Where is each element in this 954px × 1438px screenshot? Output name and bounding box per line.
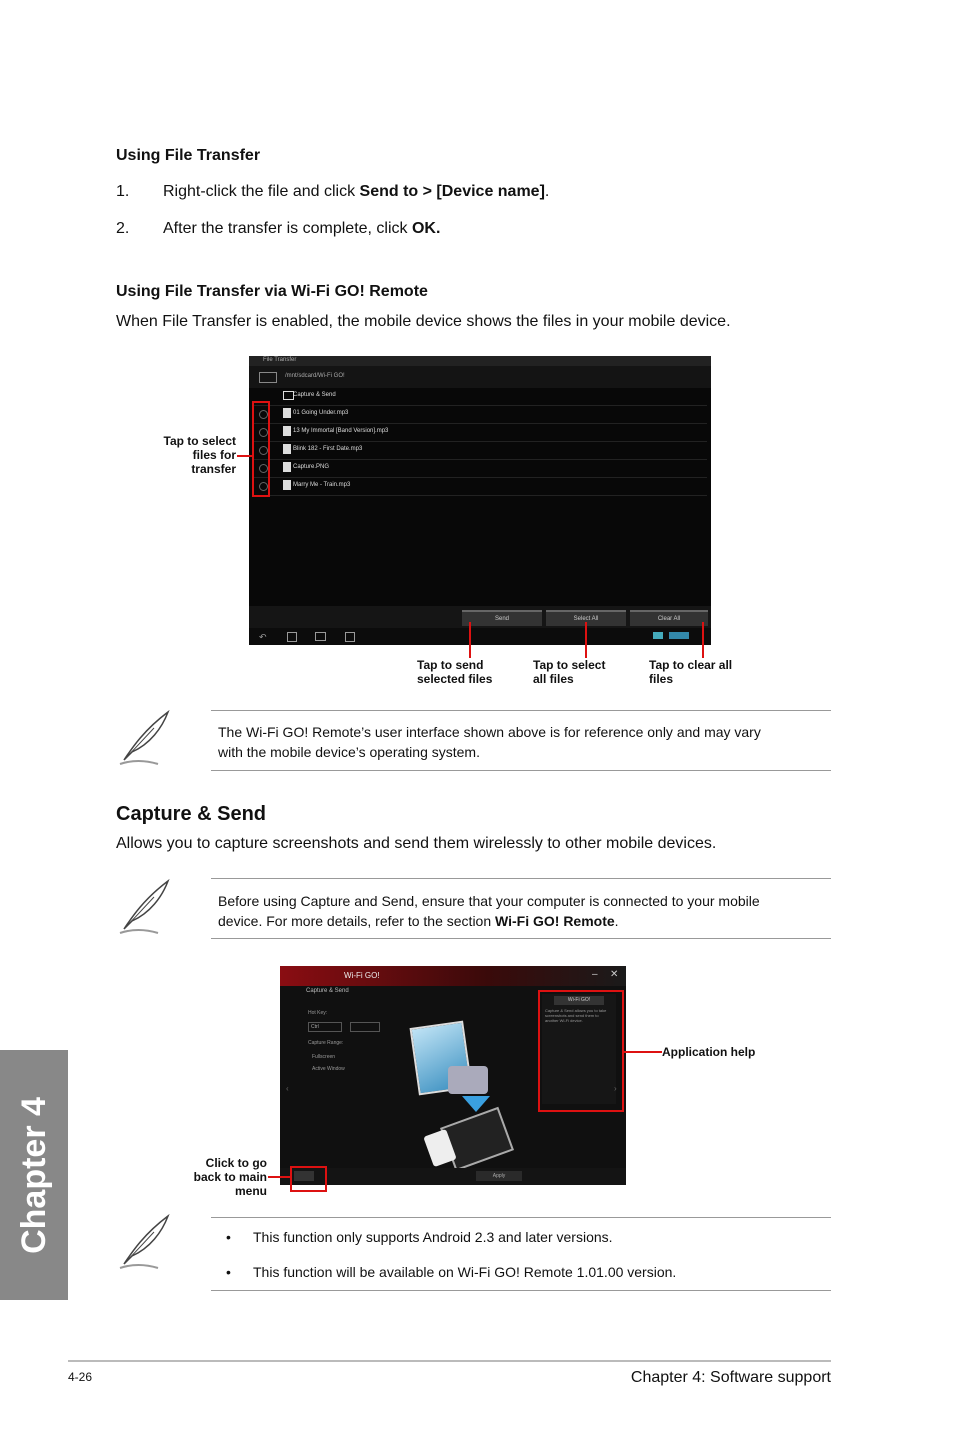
bullet-text: This function will be available on Wi-Fi GO! Remote 1.01.00 version. <box>253 1264 677 1280</box>
bullet-item: • <box>226 1229 231 1245</box>
footer-chapter-title: Chapter 4: Software support <box>630 1369 831 1386</box>
capture-range-label: Capture Range: <box>308 1040 344 1046</box>
step-1 <box>116 183 550 201</box>
scroll-left-icon[interactable]: ‹ <box>286 1084 289 1093</box>
file-name: 13 My Immortal [Band Version].mp3 <box>293 428 389 434</box>
bullet-text: This function only supports Android 2.3 and later versions. <box>253 1229 613 1245</box>
footer-rule <box>68 1360 831 1362</box>
clear-all-button[interactable]: Clear All <box>630 610 708 626</box>
file-icon <box>283 444 291 454</box>
callout-leader-line <box>237 455 252 457</box>
scroll-right-icon[interactable]: › <box>614 1084 617 1093</box>
mobile-file-transfer-screenshot <box>249 356 711 645</box>
callout-clear-all: Tap to clear all files <box>649 658 733 686</box>
wifi-status-icon <box>653 632 663 639</box>
option-fullscreen[interactable]: Fullscreen <box>312 1054 336 1060</box>
note-feather-icon <box>114 877 174 937</box>
section-heading-capture-send: Capture & Send <box>116 803 267 825</box>
file-icon <box>283 462 291 472</box>
apply-button[interactable]: Apply <box>476 1171 522 1181</box>
step-2 <box>116 220 441 238</box>
section-heading-file-transfer: Using File Transfer <box>116 147 261 164</box>
callout-leader-line <box>585 622 587 658</box>
android-nav-bar <box>249 628 711 645</box>
folder-up-icon[interactable] <box>259 372 277 383</box>
note-text: The Wi-Fi GO! Remote’s user interface shown above is for reference only and may vary with the mobile device’s operating system. <box>218 724 761 760</box>
section-heading-wifi-go-remote: Using File Transfer via Wi-Fi GO! Remote <box>116 283 428 300</box>
step-number: 2. <box>116 220 130 237</box>
section-body: When File Transfer is enabled, the mobile device shows the files in your mobile device. <box>116 313 731 330</box>
file-icon <box>283 426 291 436</box>
file-icon <box>283 480 291 490</box>
section-body: Allows you to capture screenshots and send them wirelessly to other mobile devices. <box>116 835 717 852</box>
callout-leader-line <box>268 1176 290 1178</box>
current-path: /mnt/sdcard/Wi-Fi GO! <box>285 373 345 379</box>
note-rule-top <box>211 1217 831 1218</box>
tablet-illustration <box>440 1107 514 1171</box>
app-title: Wi-Fi GO! <box>344 971 380 980</box>
panel-title: Capture & Send <box>306 988 349 994</box>
home-icon[interactable] <box>287 632 297 642</box>
file-row[interactable] <box>253 406 707 424</box>
callout-leader-line <box>469 622 471 658</box>
home-highlight-box <box>290 1166 327 1192</box>
callout-send: Tap to send selected files <box>417 658 493 686</box>
minimize-icon[interactable]: – <box>592 969 598 980</box>
callout-leader-line <box>622 1051 662 1053</box>
file-row[interactable] <box>253 424 707 442</box>
battery-icon <box>669 632 689 639</box>
page-number: 4-26 <box>68 1370 93 1384</box>
send-button[interactable]: Send <box>462 610 542 626</box>
step-text: After the transfer is complete, click <box>163 220 412 237</box>
callout-leader-line <box>702 622 704 658</box>
title-bar <box>249 356 711 366</box>
step-number: 1. <box>116 183 130 200</box>
step-text: Right-click the file and click <box>163 183 360 200</box>
file-name: 01 Going Under.mp3 <box>293 410 349 416</box>
file-row[interactable] <box>253 460 707 478</box>
hotkey-label: Hot Key: <box>308 1010 328 1016</box>
file-row[interactable] <box>253 442 707 460</box>
bullet-item: • <box>226 1264 231 1280</box>
note-rule-top <box>211 878 831 879</box>
screen-title: File Transfer <box>263 357 297 363</box>
note-feather-icon <box>114 1212 174 1272</box>
recent-apps-icon[interactable] <box>315 632 326 641</box>
checkbox-highlight-box <box>252 401 270 497</box>
path-bar <box>249 366 711 388</box>
hotkey-select[interactable]: Ctrl <box>308 1022 342 1032</box>
step-bold: Send to > [Device name] <box>359 183 545 200</box>
back-icon[interactable]: ↶ <box>259 632 267 642</box>
file-name: Marry Me - Train.mp3 <box>293 482 351 488</box>
help-text: Capture & Send allows you to take screenshots and send them to another Wi-Fi device. <box>545 1008 607 1023</box>
folder-row[interactable] <box>253 388 707 406</box>
select-all-button[interactable]: Select All <box>546 610 626 626</box>
note-feather-icon <box>114 708 174 768</box>
menu-icon[interactable] <box>345 632 355 642</box>
note-rule-top <box>211 710 831 711</box>
note-rule-bottom <box>211 770 831 771</box>
app-bottom-bar <box>280 1168 626 1185</box>
callout-select-files: Tap to select files for transfer <box>163 434 236 476</box>
note-text: Before using Capture and Send, ensure that your computer is connected to your mobile device. For more details, refer to the section Wi-Fi GO! Remote. <box>218 893 760 929</box>
callout-select-all: Tap to select all files <box>533 658 606 686</box>
step-bold: OK. <box>411 220 441 237</box>
chapter-side-label: Chapter 4 <box>14 1096 53 1254</box>
help-highlight-box <box>538 990 624 1112</box>
help-button[interactable]: Wi-Fi GO! <box>554 996 604 1005</box>
step-text-end: . <box>544 183 550 200</box>
file-icon <box>283 408 291 418</box>
callout-main-menu: Click to go back to main menu <box>193 1156 267 1198</box>
folder-name: Capture & Send <box>293 392 336 398</box>
callout-app-help: Application help <box>662 1045 756 1059</box>
app-title-bar <box>280 966 626 986</box>
camera-illustration <box>448 1066 488 1094</box>
arrow-down-icon <box>462 1096 490 1112</box>
note-rule-bottom <box>211 1290 831 1291</box>
file-name: Capture.PNG <box>293 464 330 470</box>
file-name: Blink 182 - First Date.mp3 <box>293 446 363 452</box>
note-rule-bottom <box>211 938 831 939</box>
hotkey-key-select[interactable] <box>350 1022 380 1032</box>
option-active-window[interactable]: Active Window <box>312 1066 345 1072</box>
close-icon[interactable]: ✕ <box>610 969 619 980</box>
file-row[interactable] <box>253 478 707 496</box>
